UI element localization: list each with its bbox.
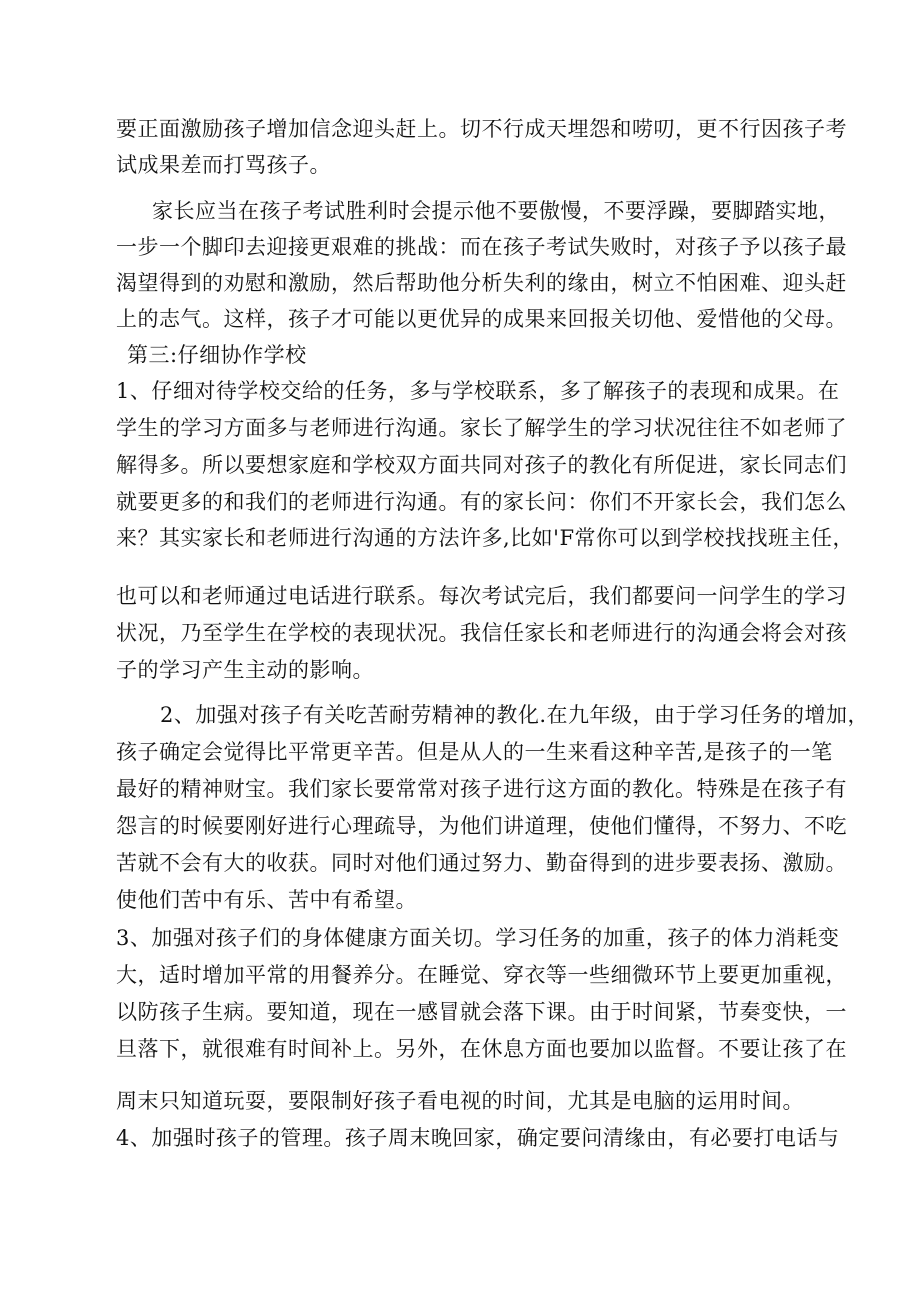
text-line-23: 大，适时增加平常的用餐养分。在睡觉、穿衣等一些细微环节上要更加重视， bbox=[116, 963, 847, 987]
text-line-26: 周末只知道玩耍，要限制好孩子看电视的时间，尤其是电脑的运用时间。 bbox=[116, 1089, 804, 1113]
text-line-4: 一步一个脚印去迎接更艰难的挑战：而在孩子考试失败时，对孩子予以孩子最 bbox=[116, 235, 847, 259]
text-line-12: 来？其实家长和老师进行沟通的方法许多,比如'F常你可以到学校找找班主任， bbox=[116, 526, 855, 550]
text-line-2: 试成果差而打骂孩子。 bbox=[116, 153, 331, 177]
text-line-19: 怨言的时候要刚好进行心理疏导，为他们讲道理，使他们懂得，不努力、不吃 bbox=[116, 814, 847, 838]
text-line-11: 就要更多的和我们的老师进行沟通。有的家长问：你们不开家长会，我们怎么 bbox=[116, 490, 847, 514]
text-line-6: 上的志气。这样，孩子才可能以更优异的成果来回报关切他、爱惜他的父母。 bbox=[116, 307, 847, 331]
text-line-9: 学生的学习方面多与老师进行沟通。家长了解学生的学习状况往往不如老师了 bbox=[116, 416, 847, 440]
text-line-24: 以防孩子生病。要知道，现在一感冒就会落下课。由于时间紧，节奏变快，一 bbox=[116, 1000, 847, 1024]
text-line-20: 苦就不会有大的收获。同时对他们通过努力、勤奋得到的进步要表扬、激励。 bbox=[116, 851, 847, 875]
text-line-25: 旦落下，就很难有时间补上。另外，在休息方面也要加以监督。不要让孩了在 bbox=[116, 1037, 847, 1061]
text-line-22: 3、加强对孩子们的身体健康方面关切。学习任务的加重，孩子的体力消耗变 bbox=[116, 926, 840, 950]
text-line-13: 也可以和老师通过电话进行联系。每次考试完后，我们都要问一问学生的学习 bbox=[116, 584, 847, 608]
text-line-21: 使他们苦中有乐、苦中有希望。 bbox=[116, 888, 417, 912]
text-line-1: 要正面激励孩子增加信念迎头赶上。切不行成天埋怨和唠叨，更不行因孩子考 bbox=[116, 117, 847, 141]
text-line-3: 家长应当在孩子考试胜利时会提示他不要傲慢，不要浮躁，要脚踏实地， bbox=[152, 199, 840, 223]
text-line-18: 最好的精神财宝。我们家长要常常对孩子进行这方面的教化。特殊是在孩子有 bbox=[116, 777, 847, 801]
text-line-14: 状况，乃至学生在学校的表现状况。我信任家长和老师进行的沟通会将会对孩 bbox=[116, 621, 847, 645]
text-line-15: 子的学习产生主动的影响。 bbox=[116, 658, 374, 682]
text-line-17: 孩子确定会觉得比平常更辛苦。但是从人的一生来看这种辛苦,是孩子的一笔 bbox=[116, 740, 833, 764]
section-heading: 第三:仔细协作学校 bbox=[127, 343, 307, 367]
text-line-8: 1、仔细对待学校交给的任务，多与学校联系，多了解孩子的表现和成果。在 bbox=[116, 379, 840, 403]
text-line-16: 2、加强对孩子有关吃苦耐劳精神的教化.在九年级，由于学习任务的增加， bbox=[160, 703, 870, 727]
text-line-5: 渴望得到的劝慰和激励，然后帮助他分析失利的缘由，树立不怕困难、迎头赶 bbox=[116, 271, 847, 295]
text-line-27: 4、加强时孩子的管理。孩子周末晚回家，确定要问清缘由，有必要打电话与 bbox=[116, 1126, 840, 1150]
text-line-10: 解得多。所以要想家庭和学校双方面共同对孩子的教化有所促进，家长同志们 bbox=[116, 453, 847, 477]
